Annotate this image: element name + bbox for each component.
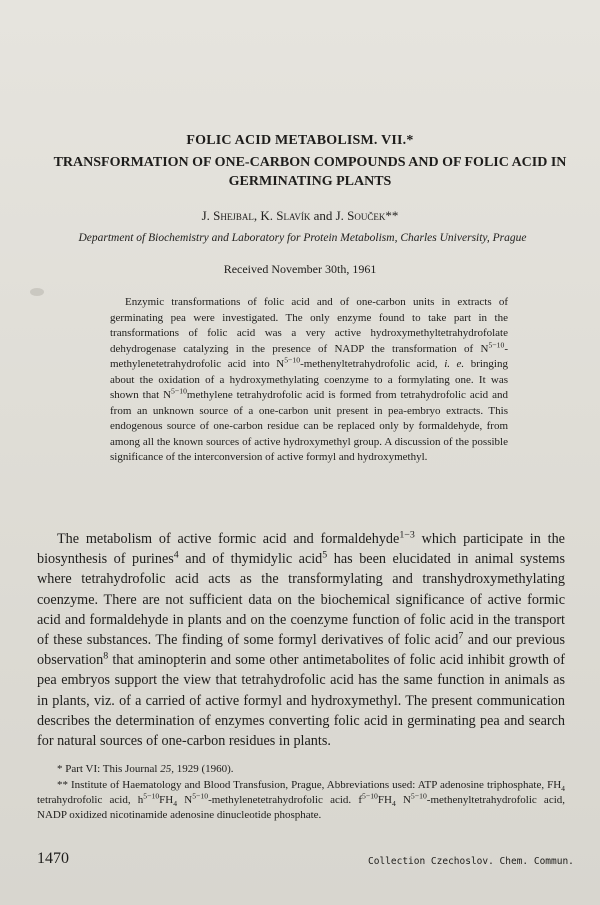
superscript: 5−10 [362,791,378,801]
footnote-2 [37,778,565,823]
citation-ref: 4 [173,549,179,561]
author-1-surname: hejbal [220,208,254,223]
footnote-text: FH [377,794,392,806]
author-2-initial: , K. S [253,208,284,223]
footnote-mark: * [57,763,63,775]
article-series-title: FOLIC ACID METABOLISM. VII.* [186,133,414,148]
footnote-italic: 25, [160,763,174,775]
footnotes [37,762,565,824]
body-text: that aminopterin and some other antimetabolites of folic acid inhibit growth of pea embryos support the view that tetrahydrofolic acid has the same function in animals as in plants, viz. of a carried of active formyl and hydroxymethyl. The present communication describes the determination of enzymes converting folic acid in germinating pea and search for natural sources of one-carbon residues in plants. [37,652,565,750]
footnote-text: Institute of Haematology and Blood Transfusion, Prague, Abbreviations used: ATP adenosine triphosphate, FH [68,779,562,791]
footnote-mark: ** [57,779,68,791]
footnote-text: FH [159,794,174,806]
superscript: 5−10 [171,386,187,396]
abstract [110,295,508,466]
footnote-text: -methenyltetrahydrofolic acid, NADP oxidized nicotinamide adenosine dinucleotide phosphate. [37,794,566,821]
subscript: 4 [391,799,396,809]
footnote-text: -methylenetetrahydrofolic acid. f [208,794,363,806]
superscript: 5−10 [192,791,209,801]
body-text: and of thymidylic acid [178,551,323,568]
citation-ref: 7 [458,630,464,642]
body-paragraph [37,529,565,751]
abstract-text: Enzymic transformations of folic acid and of one-carbon units in extracts of germinating pea were investigated. The only enzyme found to take part in the transformations of folic acid was a very active hydroxymethyltetrahydrofolate dehydrogenase catalyzing in the presence of NADP the transformation of N [110,296,508,355]
author-footnote-mark: ** [385,208,399,223]
citation-ref: 8 [103,650,109,662]
author-3-surname: ouček [354,208,386,223]
subscript: 4 [173,799,178,809]
abstract-text: methylene tetrahydrofolic acid is formed from tetrahydrofolic acid and from an unknown source of a one-carbon unit present in pea-embryo extracts. This endogenous source of one-carbon residue can be replaced only by formaldehyde, from among all the known sources of active hydroxymethyl group. A discussion of the possible significance of the interconversion of active formyl and hydroxymethyl. [110,389,508,463]
footnote-text: N [395,794,411,806]
journal-name: Collection Czechoslov. Chem. Commun. [368,856,574,867]
body-text: The metabolism of active formic acid and formaldehyde [57,531,400,547]
abstract-text: -methenyltetrahydrofolic acid, [300,358,445,370]
citation-ref: 5 [322,549,328,561]
page-smudge [30,288,44,296]
body-text: has been elucidated in animal systems where tetrahydrofolic acid acts as the transformylating and transhydroxymethylating coenzyme. There are not sufficient data on the biochemical significance of active formic acid and formaldehyde in plants and on the coenzyme function of folic acid in the transport of these substances. The finding of some formyl derivatives of folic acid [37,551,565,649]
citation-ref: 1−3 [399,529,415,541]
subscript: 4 [561,784,565,794]
abstract-text: bringing about the oxidation of a hydroxymethylating coenzyme to a formylating one. It was shown that N [110,358,508,401]
received-date: Received November 30th, 1961 [223,262,377,276]
author-3-initial: and J. S [310,208,355,223]
footnote-text: N [177,794,193,806]
footnote-text: Part VI: This Journal [62,763,161,775]
footnote-text: 1929 (1960). [173,763,234,775]
author-1-initial: J. S [201,208,221,223]
article-title: TRANSFORMATION OF ONE-CARBON COMPOUNDS AND OF FOLIC ACID IN GERMINATING PLANTS [53,155,567,189]
body-text: and our previous observation [37,632,565,669]
author-line [0,208,600,224]
page-number: 1470 [37,850,69,867]
affiliation: Department of Biochemistry and Laboratory for Protein Metabolism, Charles University, Prague [78,232,527,244]
footnote-text: tetrahydrofolic acid, h [37,794,144,806]
abstract-italic: i. e. [444,358,465,370]
superscript: 5−10 [488,339,505,349]
author-2-surname: lavík [283,208,311,223]
superscript: 5−10 [284,355,301,365]
superscript: 5−10 [143,791,160,801]
superscript: 5−10 [410,791,427,801]
body-text: which participate in the biosynthesis of purines [37,531,565,568]
abstract-text: -methylenetetrahydrofolic acid into N [110,342,508,370]
footnote-1 [37,762,565,777]
